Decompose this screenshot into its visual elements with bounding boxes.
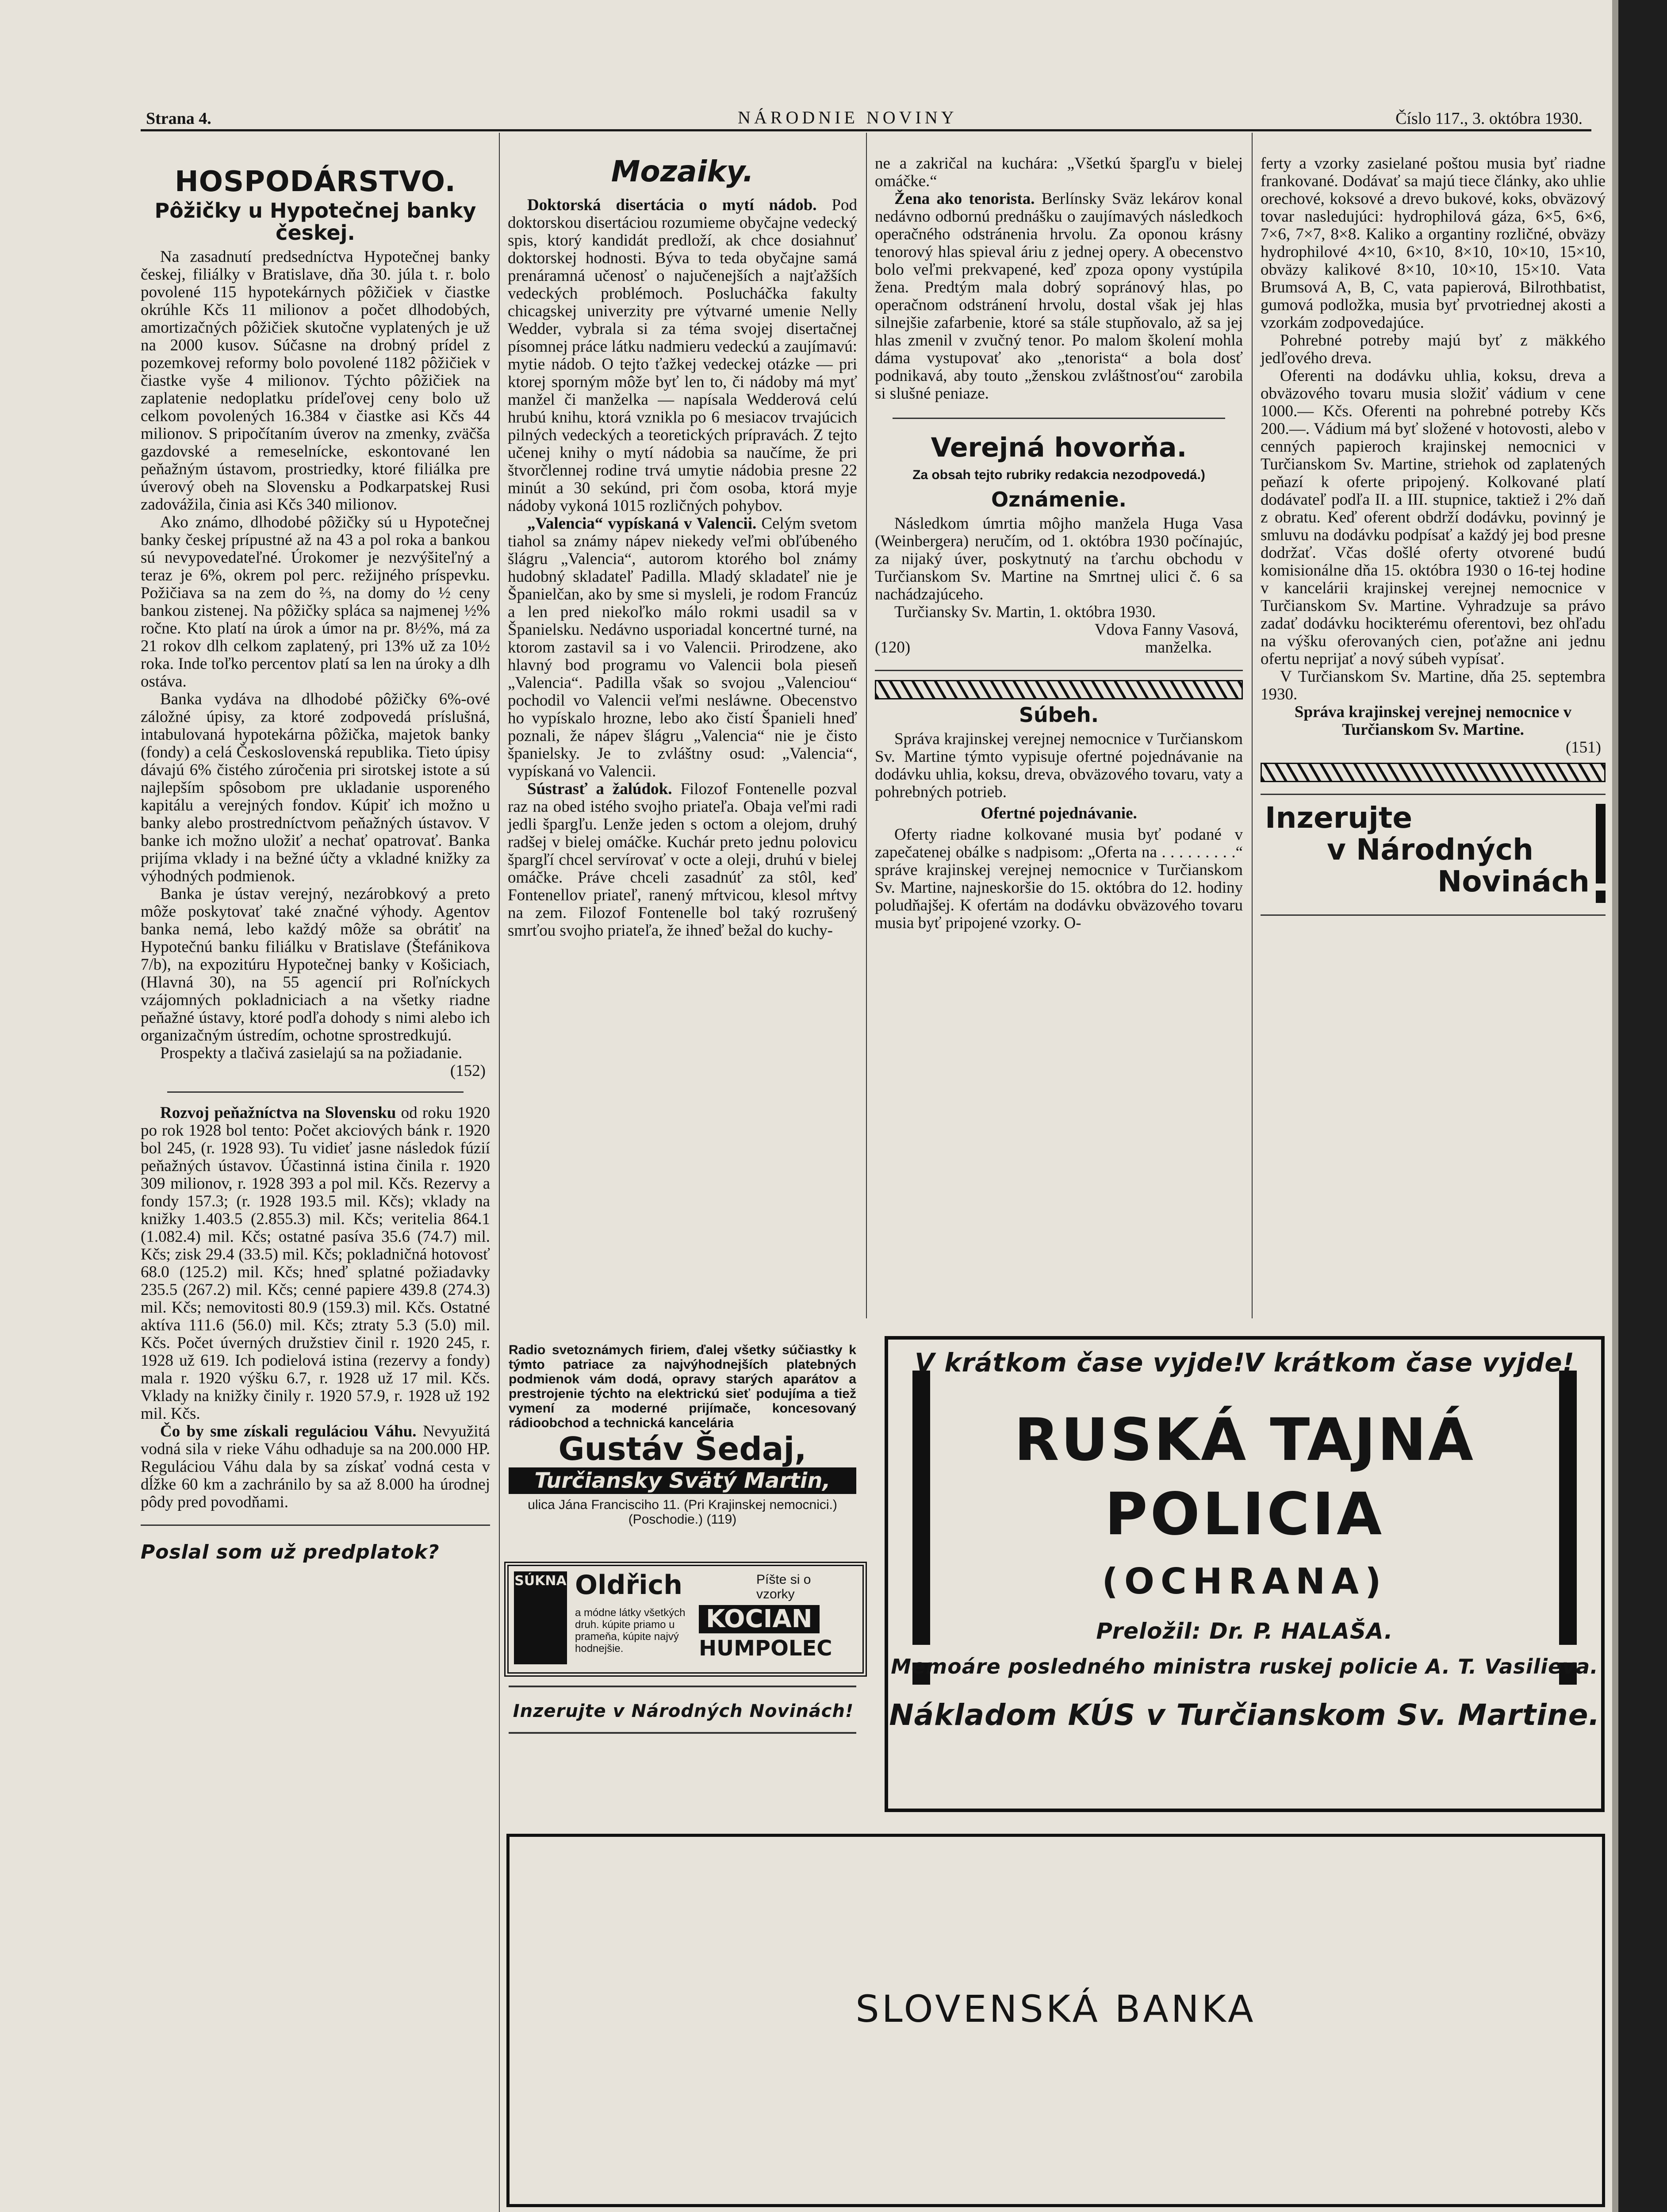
article-lead: Čo by sme získali reguláciou Váhu. [160,1422,417,1440]
separator [509,1732,856,1734]
column-3 [875,155,1243,932]
separator [509,1686,856,1687]
advertise-line: Inzerujte [1265,801,1413,835]
ad-city: Turčiansky Svätý Martin, [509,1467,856,1494]
reference-number: (120) [875,638,911,657]
separator [167,1091,464,1093]
separator [1261,794,1606,795]
paragraph: V Turčianskom Sv. Martine, dňa 25. septembra 1930. [1261,668,1606,703]
ornamental-border [875,680,1243,699]
paragraph [508,780,857,940]
advertise-box [1261,799,1606,910]
page-number: Strana 4. [146,109,211,128]
article-text: Filozof Fontenelle pozval raz na obed istého svojho priateľa. Obaja veľmi radi jedli špargľu. Lenže jeden s octom a olejom, druhý radšej v bielej omáčke. Kuchár preto jednu polovicu špargľí chcel servírovať v octe a oleji, druhú v bielej omáčke. Práve chceli zasadnúť za stôl, keď Fontenellov priateľ, ranený mŕtvicou, klesol mŕtvy na zem. Filozof Fontenelle bol taký rozrušený smrťou svojho priateľa, že ihneď bežal do kuchy- [508,780,857,940]
subheading: Ofertné pojednávanie. [981,804,1137,822]
ad-label: SÚKNA [514,1571,567,1664]
ad-note: Píšte si o vzorky [756,1572,811,1601]
paragraph: Ako známo, dlhodobé pôžičky sú u Hypotečnej banky českej prípustné až na 43 a pol roka a bankou sú nevypovedateľné. Úrokomer je nezvýšiteľný a teraz je 6%, okrem pol perc. režijného príspevku. Požičiava sa na zem do ⅔, na domy do ½ ceny bankou zistenej. Na pôžičky splácа sa najmenej ½% ročne. Kto platí na úrok a úmor na pr. 8½%, má za 21 rokov dlh celkom zaplatený, pri 13% už za 10½ roka. Inde toľko percentov platí sa len na úroky a dlh ostáva. [141,513,490,691]
article-lead: Rozvoj peňažníctva na Slovensku [160,1104,396,1122]
bank-advertisement [506,1834,1605,2207]
article-lead: Sústrasť a žalúdok. [527,780,672,798]
notice-title: Oznámenie. [991,488,1127,511]
ad-city: HUMPOLEC [699,1636,832,1661]
paragraph: Prospekty a tlačivá zasielajú sa na požiadanie. [160,1044,463,1062]
ad-tagline: V krátkom čase vyjde! [915,1348,1245,1378]
paragraph [875,190,1243,403]
page-edge-shadow [1612,0,1618,2212]
article-lead: „Valencia“ vypískaná v Valencii. [527,515,757,533]
exclamation-dot [1596,891,1606,903]
column-rule [866,133,867,1318]
ad-firm-name: Gustáv Šedaj, [558,1430,807,1467]
paragraph: Banka vydáva na dlhodobé pôžičky 6%-ové záložné úpisy, za ktoré zodpovedá príslušná, intabulovaná hypotekárna pôžička, majetok banky (fondy) a celá Československá republika. Tieto úpisy dávajú 6% čistého zúročenia pri sirotskej istote a sú najlepším spôsobom pre ukladanie usporeného kapitálu a verejných fondov. Kúpiť ich možno u banky alebo prostredníctvom peňažných ústavov. V banke ich možno uložiť a nechať opatrovať. Banka prijíma vklady i na bežné účty a vkladné knižky za výhodných podmienok. [141,690,490,885]
paragraph: Správa krajinskej verejnej nemocnice v Turčianskom Sv. Martine týmto vypisuje ofertné pojednávanie na dodávku uhlia, koksu, dreva, obväzového tovaru, vaty a pohrebných potrieb. [875,730,1243,801]
separator [875,670,1243,671]
ad-reference: (119) [706,1512,737,1527]
signature: Vdova Fanny Vasová, [1094,621,1238,639]
paragraph: ferty a vzorky zasielané poštou musia byť riadne frankované. Dodávať sa majú tiece články, ako uhlie orechové, koksové a drevo bukové, koks, obväzový tovar nasledujúci: hydrophilová gáza, 6×5, 6×6, 7×6, 7×7, 8×8. Kaliko a organtiny rozličné, obväzy hydrophilové 4×10, 6×10, 8×10, 10×10, 15×10, obväzy kalikové 8×10, 10×10, 15×10. Vata Brumsová A, B, C, vata papierová, Bilrothbatist, gumová podložka, musia byť prvotriednej akosti a vzorkám zodpovedajúce. [1261,154,1606,332]
book-description: Memoáre posledného ministra ruskej policie A. T. Vasilieva. [891,1655,1598,1678]
article-text: Pod doktorskou disertáciou rozumieme obyčajne vedecký spis, ktorý kandidát predloží, ak chce dosiahnuť doktorskej hodnosti. Býva to teda obyčajne samá prenáramná učenosť o najučenejších a najťažších vedeckých problémoch. Poslucháčka fakulty chicagskej univerzity pre výtvarné umenie Nelly Wedder, vybrala si za téma svojej disertačnej písomnej práce látku nadmieru vedeckú a zaujímavú: mytie nádob. O tejto ťažkej vedeckej otázke — pri ktorej sporným môže byť len to, či nádoby má myť manžel či manželka — napísala Wedderová celú hrubú knihu, ktorá vznikla po 6 mesiacov trvajúcich pilných vedeckých a teoretických prípravách. Z tejto učenej knihy o mytí nádobia sa naučíme, že pri štvorčlennej rodine trvá umytie nádobia presne 22 minút a 30 sekúnd, pri čom osoba, ktorá myje nádoby vykoná 1015 rozličných pohybov. [508,196,857,515]
signature: Správa krajinskej verejnej nemocnice v Turčianskom Sv. Martine. [1294,703,1572,739]
translator: Preložil: Dr. P. HALAŠA. [1096,1618,1393,1644]
scan-edge [1618,0,1667,2212]
paragraph [508,196,857,515]
separator [141,1525,490,1526]
reference-number: (152) [450,1062,486,1080]
section-heading: Mozaiky. [611,154,754,188]
issue-info: Číslo 117., 3. októbra 1930. [1395,109,1583,128]
article-text: Nevyužitá vodná sila v rieke Váhu odhaduje sa na 200.000 HP. Reguláciou Váhu dala by sa získať vodná cesta v dĺžke 60 km a zachránilo by sa až 8.000 ha úrodnej pôdy pred povodňami. [141,1422,491,1511]
article-title: Pôžičky u Hypotečnej banky českej. [154,199,476,245]
ad-firm-name: Oldřich [575,1570,682,1601]
ad-firm: KOCIAN [699,1605,820,1633]
signature-row [875,639,1243,657]
paragraph: Banka je ústav verejný, nezárobkový a preto môže poskytovať také značné výhody. Agentov banka nemá, lebo každý môže sa obrátiť na Hypotečnú banku filiálku v Bratislave (Štefánikova 7/b), na expozitúru Hypotečnej banky v Košiciach, (Hlavná 30), na 55 agencií pri Roľníckych vzájomných pokladniciach a na všetky riadne peňažné ústavy, ktoré podľa dohody s nimi alebo ich organizačným ústredím, ochotne sprostredkujú. [141,885,490,1045]
bank-name: SLOVENSKÁ BANKA [855,1987,1256,2031]
radio-advertisement [509,1343,856,1537]
ad-tagline: V krátkom čase vyjde! [1244,1348,1575,1378]
ad-address-text: ulica Jána Francisciho 11. (Pri Krajinskej nemocnici.) (Poschodie.) [528,1498,837,1527]
book-title: POLICIA [1104,1480,1385,1548]
advertise-slogan: Inzerujte v Národných Novinách! [513,1701,854,1721]
paragraph [508,515,857,780]
newspaper-title: NÁRODNIE NOVINY [738,108,958,127]
column-2 [508,155,857,940]
column-4 [1261,155,1606,916]
ad-text: Radio svetoznámych firiem, ďalej všetky súčiastky k týmto patriace za najvýhodnejších platebných podmienok vám dodá, opravy starých aparátov a prestrojenie týchto na elektrickú sieť podujíma a tiež vymení za moderné prijímače, koncesovaný rádioobchod a technická kancelária [509,1343,856,1430]
article-text: Berlínsky Sväz lekárov konal nedávno odbornú prednášku o zaujímavých následkoch operačného odstránenia hrvolu. Za oponou krásny tenorový hlas spieval áriu z jednej opery. A obecenstvo bolo veľmi prekvapené, keď zpoza opony vystúpila žena. Predtým mala dobrý sopránový hlas, po operačnom odstránení hrvolu, dostal však jej hlas silnejšie zafarbenie, ktoré sa stále stupňovalo, až sa jej hlas zmenil v zvučný tenor. Po malom školení mohla dáma vystupovať ako „tenorista“ a bola dosť podnikavá, aby touto „ženskou zvláštnosťou“ zarobila si slušné peniaze. [875,190,1243,403]
subscription-slogan: Poslal som už predplatok? [141,1541,440,1563]
column-rule [499,133,500,2212]
article-lead: Doktorská disertácia o mytí nádob. [527,196,817,214]
advertise-line: Novinách [1437,864,1590,899]
article-text: od roku 1920 po rok 1928 bol tento: Počet akciových bánk r. 1920 bol 245, (r. 1928 93). Tu vidieť jasne následok fúzií peňažných ústavov. Účastinná istina činila r. 1920 309 milionov, r. 1928 393 a pol mil. Kčs. Rezervy a fondy 157.3; (r. 1928 193.5 mil. Kčs); vklady na knižky 1.403.5 (2.855.3) mil. Kčs; veritelia 864.1 (1.082.4) mil. Kčs; ostatné pasíva 35.6 (74.7) mil. Kčs; zisk 29.4 (33.5) mil. Kčs; pokladničná hotovosť 68.0 (125.2) mil. Kčs; hneď splatné požiadavky 235.5 (267.2) mil. Kčs; cenné papiere 439.8 (274.3) mil. Kčs; nemovitosti 80.9 (159.3) mil. Kčs. Ostatné aktíva 111.6 (56.0) mil. Kčs; ztraty 5.3 (5.0) mil. Kčs. Počet úverných družstiev činil r. 1920 245, r. 1928 už 619. Ich podielová istina (rezervy a fondy) mala r. 1920 výšku 6.7, r. 1928 už 17 mil. Kčs. Vklady na knižky činily r. 1920 57.9, r. 1928 už 192 mil. Kčs. [141,1104,490,1423]
ad-address [509,1498,856,1527]
textile-advertisement [504,1562,867,1677]
section-note: Za obsah tejto rubriky redakcia nezodpovedá.) [912,468,1205,482]
ad-text: a módne látky všetkých druh. kúpite priamo u pramеňa, kúpite najvý hodnejšie. [575,1607,686,1655]
column-1 [141,166,490,1561]
section-heading: HOSPODÁRSTVO. [175,165,456,198]
section-heading: Verejná hovorňa. [931,432,1187,463]
separator [1261,914,1606,916]
paragraph [141,1104,490,1423]
reference-number: (151) [1565,738,1601,757]
paragraph: Na zasadnutí predsedníctva Hypotečnej banky českej, filiálky v Bratislave, dňa 30. júla t. r. bolo povolené 115 hypotekárnych pôžičiek v čiastke okrúhle Kčs 11 milionov a počet dlhodobých, amortizačných pôžičiek skutočne vyplatených je už na 2000 kusov. Súčasne na drobný prídel z pozemkovej reformy bolo povolené 1182 pôžičiek v čiastke vyše 4 milionov. Týchto pôžičiek na zaplatenie nedoplatku prídeľovej ceny bolo už celkom povolených 16.384 v čiastke asi Kčs 44 milionov. S pripočítaním úverov na zmenky, zväčša gazdovské a remeselnícke, eskontované len peňažným ústavom, prostriedky, ktoré filiálka pre úverový obeh na Slovensku a Podkarpatskej Rusi zadovážila, činia asi Kčs 340 milionov. [141,248,490,514]
paragraph: Turčiansky Sv. Martin, 1. októbra 1930. [894,603,1156,621]
book-title: RUSKÁ TAJNÁ [1014,1406,1475,1474]
paragraph: Následkom úmrtia môjho manžela Huga Vasa (Weinbergera) neručím, od 1. októbra 1930 počínajúc, za nijaký úver, poskytnutý na ťarchu obchodu v Turčianskom Sv. Martine na Smrtnej ulici č. 6 sa nachádzajúceho. [875,515,1243,603]
publisher: Nákladom KÚS v Turčianskom Sv. Martine. [889,1698,1600,1732]
article-lead: Žena ako tenorista. [894,190,1035,208]
separator [893,418,1225,419]
header-rule [141,129,1591,131]
book-subtitle: (OCHRANA) [1102,1561,1387,1602]
signature: manželka. [1145,638,1212,657]
column-rule [1252,133,1253,1318]
paragraph: ne a zakričal na kuchára: „Všetkú špargľu v bielej omáčke.“ [875,154,1243,190]
page-header [141,105,1591,127]
ornamental-border [1261,763,1606,782]
advertise-line: v Národných [1327,833,1534,867]
paragraph: Pohrebné potreby majú byť z mäkkého jedľového dreva. [1261,331,1606,367]
exclamation-icon [1596,804,1606,883]
paragraph: Oferty riadne kolkované musia byť podané v zapečatenej obálke s nadpisom: „Oferta na . . . . . . . . .“ správe krajinskej verejnej nemocnice v Turčianskom Sv. Martine, najneskoršie do 15. októbra do 12. hodiny poludňajšej. K ofertám na dodávku obväzového tovaru musia byť pripojené vzorky. O- [875,826,1243,932]
article-text: Celým svetom tiahol sa známy nápev niekedy veľmi obľúbeného šlágru „Valencia“, autorom ktorého bol známy hudobný skladateľ Padilla. Mladý skladateľ nie je Španielčan, ako by sme si mysleli, je rodom Francúz a len pred niekoľko málo rokmi usadil sa v Španielsku. Nedávno usporiadal koncertné turné, na ktorom zastavil sa i vo Valencii. Prirodzene, ako hlavný bod programu vo Valencii bola piesеň „Valencia“. Padilla však so svojou „Valenciou“ pochodil vo Valencii veľmi nesláwne. Obecenstvo ho vypískalo hrozne, lebo ako čistí Španieli hneď poznali, že nápev šlágru „Valencia“ nie je čisto španielsky. Je to zvláštny osud: „Valencia“, vypískaná vo Valencii. [508,515,858,780]
paragraph: Oferenti na dodávku uhlia, koksu, dreva a obväzového tovaru musia složiť vádium v cene 1000.— Kčs. Oferenti na pohrebné potreby Kčs 200.—. Vádium má byť složené v hotovosti, alebo v cenných papieroch krajinskej nemocnici v Turčianskom Sv. Martine, striehok od zaplatených peňazí k oferte pripojený. Kolkované platí dodávateľ podľa II. a III. stupnice, taktiež i 2% daň z obratu. Keď oferent obdrží dodávku, povinný je smluvu na dodávku podpísať a každý jej bod presne dodržať. Včas došlé oferty otvorené budú komisionálne dňa 15. októbra 1930 o 16-tej hodine v kancelárii krajinskej verejnej nemocnice v Turčianskom Sv. Martine. Vyhradzuje sa právo zadať dodávku hocikterému oferentovi, bez ohľadu na výšku oferovaných cien, poťažne ani jednu ofertu neprijať a nový súbeh vypísať. [1261,367,1606,668]
book-advertisement [885,1336,1605,1812]
paragraph [141,1423,490,1511]
tender-title: Súbeh. [1019,703,1099,727]
